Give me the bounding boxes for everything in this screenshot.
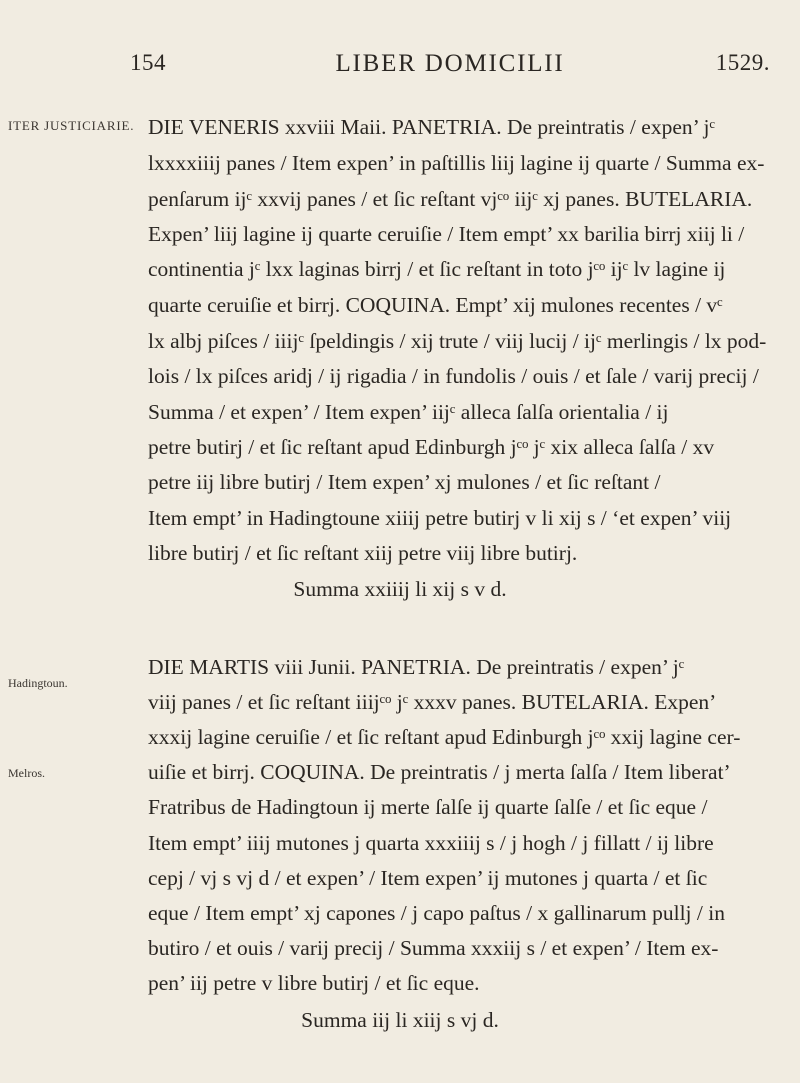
- text-line: Fratribus de Hadingtoun ij merte ſalſe ij quarte ſalſe / et ſic eque /: [148, 795, 708, 819]
- text-line: lx albj piſces / iiijᶜ ſpeldingis / xij trute / viij lucij / ijᶜ merlingis / lx pod-: [148, 329, 767, 353]
- text-line: Summa / et expen’ / Item expen’ iijᶜ alleca ſalſa orientalia / ij: [148, 400, 669, 424]
- folio-number: 154: [130, 50, 166, 75]
- text-line: Item empt’ iiij mutones j quarta xxxiiij s / j hogh / j fillatt / ij libre: [148, 831, 714, 855]
- text-line: libre butirj / et ſic reſtant xiij petre viij libre butirj.: [148, 541, 578, 565]
- summa-total: Summa xxiiij li xij s v d.: [293, 577, 507, 601]
- text-line: DIE VENERIS xxviii Maii. PANETRIA. De preintratis / expen’ jᶜ: [148, 115, 716, 139]
- text-line: quarte ceruiſie et birrj. COQUINA. Empt’ xij mulones recentes / vᶜ: [148, 293, 723, 317]
- margin-note-melros: Melros.: [8, 766, 45, 780]
- text-line: Expen’ liij lagine ij quarte ceruiſie / Item empt’ xx barilia birrj xiij li /: [148, 222, 745, 246]
- text-line: xxxij lagine ceruiſie / et ſic reſtant apud Edinburgh jᶜᵒ xxij lagine cer-: [148, 725, 741, 749]
- text-line: lois / lx piſces aridj / ij rigadia / in fundolis / ouis / et ſale / varij precij /: [148, 364, 759, 388]
- text-line: DIE MARTIS viii Junii. PANETRIA. De preintratis / expen’ jᶜ: [148, 655, 685, 679]
- text-line: uiſie et birrj. COQUINA. De preintratis / j merta ſalſa / Item liberat’: [148, 760, 731, 784]
- text-line: viij panes / et ſic reſtant iiijᶜᵒ jᶜ xxxv panes. BUTELARIA. Expen’: [148, 690, 717, 714]
- page-header: [130, 50, 770, 90]
- text-line: petre iij libre butirj / Item expen’ xj mulones / et ſic reſtant /: [148, 470, 661, 494]
- text-line: pen’ iij petre v libre butirj / et ſic eque.: [148, 971, 480, 995]
- year-heading: 1529.: [715, 50, 770, 75]
- text-line: continentia jᶜ lxx laginas birrj / et ſic reſtant in toto jᶜᵒ ijᶜ lv lagine ij: [148, 257, 726, 281]
- text-line: petre butirj / et ſic reſtant apud Edinburgh jᶜᵒ jᶜ xix alleca ſalſa / xv: [148, 435, 715, 459]
- text-line: lxxxxiiij panes / Item expen’ in paſtillis liij lagine ij quarte / Summa ex-: [148, 151, 765, 175]
- text-line: Item empt’ in Hadingtoune xiiij petre butirj v li xij s / ‘et expen’ viij: [148, 506, 732, 530]
- margin-note-iter-justiciarie: ITER JUSTICIARIE.: [8, 118, 135, 133]
- text-line: eque / Item empt’ xj capones / j capo paſtus / x gallinarum pullj / in: [148, 901, 725, 925]
- margin-note-hadingtoun: Hadingtoun.: [8, 676, 68, 690]
- summa-total: Summa iij li xiij s vj d.: [301, 1008, 499, 1032]
- text-line: cepj / vj s vj d / et expen’ / Item expen’ ij mutones j quarta / et ſic: [148, 866, 708, 890]
- running-title: LIBER DOMICILII: [335, 50, 565, 77]
- text-line: penſarum ijᶜ xxvij panes / et ſic reſtant vjᶜᵒ iijᶜ xj panes. BUTELARIA.: [148, 187, 753, 211]
- text-line: butiro / et ouis / varij precij / Summa xxxiij s / et expen’ / Item ex-: [148, 936, 719, 960]
